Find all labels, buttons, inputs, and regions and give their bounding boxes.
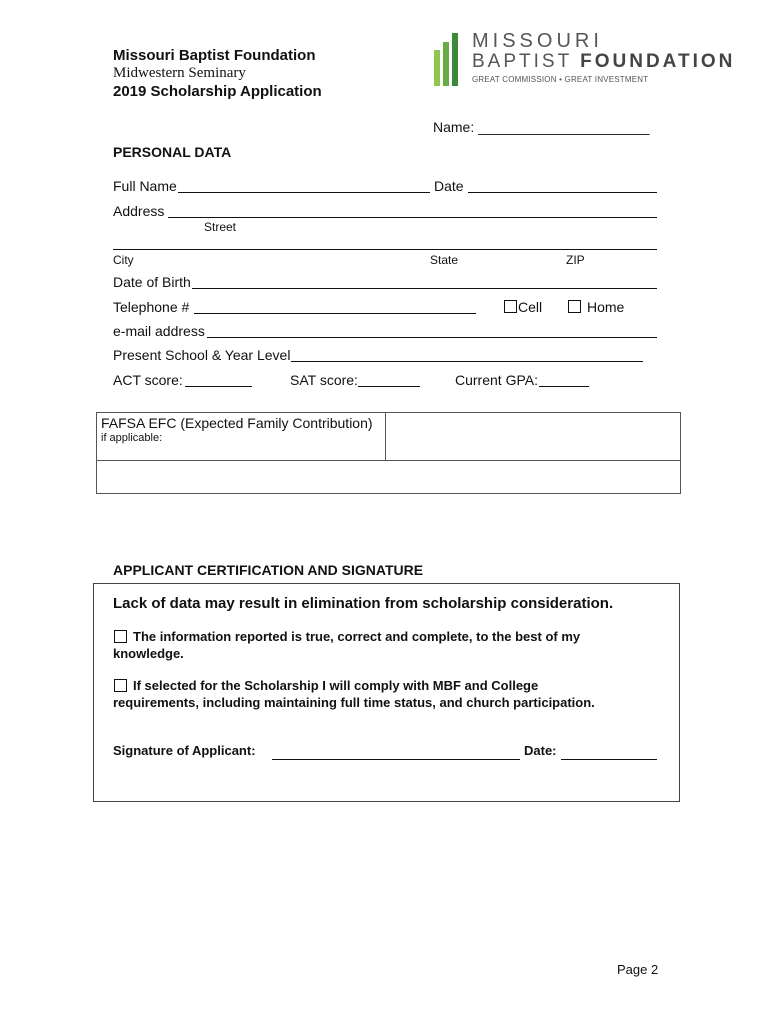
page-number: Page 2 bbox=[617, 962, 659, 977]
seminary-name: Midwestern Seminary bbox=[113, 65, 246, 81]
zip-caption: ZIP bbox=[566, 253, 585, 267]
certify-comply-line1: If selected for the Scholarship I will comply with MBF and College bbox=[133, 678, 539, 693]
logo-baptist: BAPTIST bbox=[472, 51, 572, 72]
mbf-logo bbox=[432, 30, 736, 90]
email-field[interactable] bbox=[207, 337, 657, 338]
signature-date-label: Date: bbox=[524, 743, 557, 758]
fafsa-value-cell[interactable] bbox=[387, 414, 680, 459]
certification-heading: APPLICANT CERTIFICATION AND SIGNATURE bbox=[113, 562, 424, 578]
certify-comply-checkbox[interactable] bbox=[114, 679, 127, 692]
fafsa-row-divider bbox=[97, 460, 680, 461]
certify-accurate-line1: The information reported is true, correct and complete, to the best of my bbox=[133, 629, 581, 644]
city-caption: City bbox=[113, 253, 134, 267]
application-title: 2019 Scholarship Application bbox=[113, 83, 322, 100]
cell-checkbox[interactable] bbox=[504, 300, 517, 313]
school-field[interactable] bbox=[291, 361, 643, 362]
fafsa-note: if applicable: bbox=[101, 432, 163, 444]
address-label: Address bbox=[113, 203, 165, 219]
signature-date-field[interactable] bbox=[561, 759, 657, 760]
logo-foundation: FOUNDATION bbox=[580, 51, 736, 72]
personal-data-heading: PERSONAL DATA bbox=[113, 144, 232, 160]
name-field[interactable]: Name: ______________________ bbox=[433, 119, 650, 135]
logo-missouri: MISSOURI bbox=[472, 30, 603, 52]
home-label: Home bbox=[587, 299, 625, 315]
certify-accurate-line2: knowledge. bbox=[113, 646, 184, 661]
full-name-label: Full Name bbox=[113, 178, 177, 194]
certification-box bbox=[93, 583, 680, 802]
cell-label: Cell bbox=[518, 299, 543, 315]
date-field[interactable] bbox=[468, 192, 657, 193]
telephone-label: Telephone # bbox=[113, 299, 190, 315]
logo-bars-icon bbox=[432, 30, 472, 90]
logo-baptist-foundation bbox=[472, 51, 735, 73]
certify-comply-line2: requirements, including maintaining full time status, and church participation. bbox=[113, 695, 595, 710]
full-name-field[interactable] bbox=[178, 192, 430, 193]
sat-field[interactable] bbox=[358, 386, 420, 387]
dob-label: Date of Birth bbox=[113, 274, 191, 290]
dob-field[interactable] bbox=[192, 288, 657, 289]
street-caption: Street bbox=[204, 220, 237, 234]
certify-accurate-checkbox[interactable] bbox=[114, 630, 127, 643]
logo-tagline: GREAT COMMISSION • GREAT INVESTMENT bbox=[472, 75, 649, 84]
telephone-field[interactable] bbox=[194, 313, 476, 314]
act-field[interactable] bbox=[185, 386, 252, 387]
sat-label: SAT score: bbox=[290, 372, 358, 388]
gpa-label: Current GPA: bbox=[455, 372, 538, 388]
fafsa-divider bbox=[385, 413, 386, 460]
signature-label: Signature of Applicant: bbox=[113, 743, 256, 758]
city-state-zip-field[interactable] bbox=[113, 249, 657, 250]
school-label: Present School & Year Level bbox=[113, 347, 291, 363]
fafsa-label: FAFSA EFC (Expected Family Contribution) bbox=[101, 415, 373, 431]
fafsa-extra-cell[interactable] bbox=[98, 462, 680, 493]
street-field[interactable] bbox=[168, 217, 657, 218]
email-label: e-mail address bbox=[113, 323, 205, 339]
org-name: Missouri Baptist Foundation bbox=[113, 47, 316, 64]
home-checkbox[interactable] bbox=[568, 300, 581, 313]
act-label: ACT score: bbox=[113, 372, 183, 388]
date-label: Date bbox=[434, 178, 464, 194]
fafsa-table bbox=[96, 412, 681, 494]
state-caption: State bbox=[430, 253, 459, 267]
warning-text: Lack of data may result in elimination from scholarship consideration. bbox=[113, 595, 614, 612]
signature-field[interactable] bbox=[272, 759, 520, 760]
gpa-field[interactable] bbox=[539, 386, 589, 387]
